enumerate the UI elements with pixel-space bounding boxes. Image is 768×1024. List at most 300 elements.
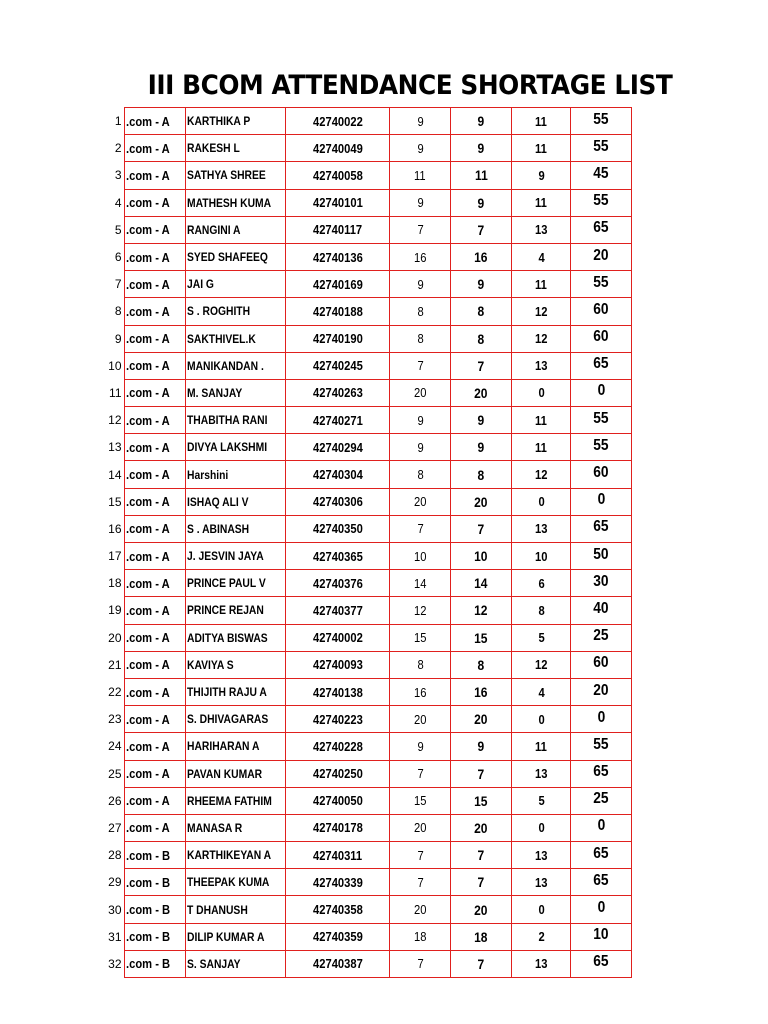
- serial-number-cell: 24: [108, 739, 122, 754]
- register-number-cell: [286, 896, 390, 923]
- table-row: [96, 570, 632, 597]
- section-cell: [124, 379, 185, 406]
- section-cell: [124, 624, 185, 651]
- count-1-cell: [390, 243, 451, 270]
- count-1-cell: [390, 570, 451, 597]
- count-1-cell: [390, 651, 451, 678]
- count-4-cell-text: 60: [593, 328, 609, 346]
- count-2-cell-text: 8: [477, 656, 485, 673]
- section-cell-text: .com - A: [125, 630, 170, 646]
- student-name-cell-text: S . ABINASH: [186, 521, 249, 536]
- count-3-cell-text: 11: [535, 738, 548, 754]
- count-4-cell-text: 50: [593, 545, 609, 563]
- section-cell: [124, 216, 185, 243]
- count-2-cell: [451, 678, 512, 705]
- count-3-cell: [512, 325, 571, 352]
- count-2-cell: [451, 162, 512, 189]
- section-cell: [124, 434, 185, 461]
- count-4-cell: [571, 461, 632, 488]
- count-4-cell: [571, 733, 632, 760]
- student-name-cell: [185, 651, 286, 678]
- count-3-cell-text: 5: [538, 630, 545, 646]
- serial-number-cell: 8: [114, 304, 122, 319]
- count-1-cell-text: 12: [413, 602, 427, 618]
- count-4-cell-text: 65: [593, 953, 609, 971]
- count-1-cell-text: 7: [417, 956, 424, 972]
- count-4-cell: [571, 706, 632, 733]
- count-4-cell-text: 55: [593, 273, 609, 291]
- count-1-cell-text: 15: [413, 630, 427, 646]
- register-number-cell: [286, 325, 390, 352]
- section-cell: [124, 787, 185, 814]
- count-1-cell-text: 8: [417, 303, 424, 319]
- count-4-cell: [571, 243, 632, 270]
- count-1-cell-text: 9: [417, 276, 424, 292]
- count-3-cell-text: 6: [538, 575, 545, 591]
- student-name-cell-text: KARTHIKEYAN A: [186, 848, 271, 863]
- section-cell: [124, 189, 185, 216]
- table-row: [96, 624, 632, 651]
- section-cell-text: .com - A: [125, 195, 170, 211]
- register-number-cell-text: 42740136: [312, 249, 363, 265]
- register-number-cell: [286, 352, 390, 379]
- count-1-cell-text: 7: [417, 358, 424, 374]
- serial-number-cell: 7: [114, 277, 122, 292]
- register-number-cell-text: 42740306: [312, 494, 363, 510]
- student-name-cell-text: S. SANJAY: [186, 956, 241, 971]
- section-cell: [124, 678, 185, 705]
- student-name-cell-text: SYED SHAFEEQ: [186, 250, 268, 265]
- count-1-cell: [390, 108, 451, 135]
- count-2-cell: [451, 461, 512, 488]
- student-name-cell-text: JAI G: [186, 277, 214, 292]
- table-row: [96, 434, 632, 461]
- section-cell: [124, 515, 185, 542]
- count-1-cell-text: 7: [417, 847, 424, 863]
- section-cell: [124, 543, 185, 570]
- count-1-cell: [390, 814, 451, 841]
- section-cell: [124, 651, 185, 678]
- student-name-cell: [185, 787, 286, 814]
- count-4-cell-text: 0: [597, 382, 606, 400]
- count-4-cell: [571, 407, 632, 434]
- count-1-cell: [390, 488, 451, 515]
- student-name-cell: [185, 488, 286, 515]
- count-3-cell: [512, 787, 571, 814]
- count-1-cell: [390, 706, 451, 733]
- count-3-cell: [512, 624, 571, 651]
- serial-number-cell: 18: [108, 576, 122, 591]
- count-2-cell-text: 12: [474, 602, 488, 619]
- register-number-cell: [286, 570, 390, 597]
- section-cell: [124, 135, 185, 162]
- student-name-cell: [185, 298, 286, 325]
- serial-number-cell: 5: [114, 222, 122, 237]
- register-number-cell: [286, 434, 390, 461]
- count-1-cell-text: 9: [417, 140, 424, 156]
- register-number-cell-text: 42740387: [312, 956, 363, 972]
- register-number-cell-text: 42740358: [312, 902, 363, 918]
- register-number-cell-text: 42740263: [312, 385, 363, 401]
- section-cell-text: .com - A: [125, 575, 170, 591]
- count-4-cell: [571, 162, 632, 189]
- count-3-cell: [512, 733, 571, 760]
- count-1-cell: [390, 407, 451, 434]
- register-number-cell: [286, 379, 390, 406]
- count-4-cell-text: 55: [593, 137, 609, 155]
- count-4-cell: [571, 814, 632, 841]
- register-number-cell-text: 42740304: [312, 467, 363, 483]
- count-4-cell: [571, 950, 632, 977]
- table-row: [96, 379, 632, 406]
- section-cell: [124, 706, 185, 733]
- student-name-cell-text: MANIKANDAN .: [186, 358, 264, 373]
- section-cell-text: .com - A: [125, 684, 170, 700]
- table-row: [96, 298, 632, 325]
- count-4-cell-text: 65: [593, 844, 609, 862]
- count-3-cell: [512, 869, 571, 896]
- count-2-cell-text: 7: [477, 765, 485, 782]
- register-number-cell: [286, 678, 390, 705]
- section-cell: [124, 814, 185, 841]
- register-number-cell-text: 42740311: [313, 847, 363, 863]
- register-number-cell-text: 42740049: [312, 140, 363, 156]
- section-cell-text: .com - A: [125, 602, 170, 618]
- section-cell-text: .com - A: [125, 467, 170, 483]
- section-cell-text: .com - A: [125, 303, 170, 319]
- count-3-cell: [512, 271, 571, 298]
- table-row: [96, 842, 632, 869]
- count-4-cell-text: 65: [593, 763, 609, 781]
- count-2-cell-text: 16: [474, 249, 488, 266]
- count-1-cell: [390, 434, 451, 461]
- register-number-cell: [286, 407, 390, 434]
- count-1-cell-text: 18: [413, 929, 427, 945]
- count-4-cell: [571, 869, 632, 896]
- count-4-cell: [571, 271, 632, 298]
- register-number-cell: [286, 923, 390, 950]
- register-number-cell: [286, 543, 390, 570]
- count-4-cell-text: 65: [593, 355, 609, 373]
- table-row: [96, 135, 632, 162]
- serial-number-cell: 29: [108, 875, 122, 890]
- student-name-cell: [185, 379, 286, 406]
- register-number-cell-text: 42740101: [312, 195, 363, 211]
- student-name-cell: [185, 760, 286, 787]
- count-1-cell: [390, 189, 451, 216]
- count-3-cell: [512, 108, 571, 135]
- student-name-cell-text: THABITHA RANI: [186, 413, 267, 428]
- count-1-cell-text: 7: [417, 521, 424, 537]
- count-2-cell-text: 9: [477, 439, 485, 456]
- count-1-cell-text: 7: [417, 766, 424, 782]
- register-number-cell: [286, 624, 390, 651]
- table-row: [96, 869, 632, 896]
- section-cell: [124, 570, 185, 597]
- student-name-cell: [185, 950, 286, 977]
- student-name-cell-text: S. DHIVAGARAS: [186, 712, 268, 727]
- section-cell: [124, 869, 185, 896]
- count-2-cell: [451, 842, 512, 869]
- count-1-cell: [390, 379, 451, 406]
- count-3-cell: [512, 570, 571, 597]
- count-2-cell-text: 9: [477, 738, 485, 755]
- count-2-cell: [451, 189, 512, 216]
- count-1-cell-text: 8: [417, 331, 424, 347]
- count-4-cell: [571, 135, 632, 162]
- count-2-cell-text: 15: [474, 792, 488, 809]
- count-1-cell: [390, 760, 451, 787]
- count-3-cell: [512, 298, 571, 325]
- student-name-cell: [185, 325, 286, 352]
- register-number-cell: [286, 842, 390, 869]
- serial-number-cell: 27: [108, 820, 122, 835]
- student-name-cell-text: MATHESH KUMA: [186, 195, 271, 210]
- count-1-cell-text: 7: [417, 222, 424, 238]
- table-row: [96, 325, 632, 352]
- count-4-cell-text: 65: [593, 219, 609, 237]
- student-name-cell: [185, 624, 286, 651]
- count-3-cell-text: 11: [535, 113, 548, 129]
- register-number-cell-text: 42740178: [312, 820, 363, 836]
- register-number-cell-text: 42740250: [312, 766, 363, 782]
- count-2-cell-text: 20: [474, 819, 488, 836]
- student-name-cell-text: DILIP KUMAR A: [186, 929, 264, 944]
- section-cell-text: .com - A: [125, 140, 170, 156]
- count-1-cell: [390, 515, 451, 542]
- count-1-cell-text: 7: [417, 874, 424, 890]
- section-cell: [124, 760, 185, 787]
- count-1-cell-text: 9: [417, 113, 424, 129]
- count-4-cell-text: 40: [593, 599, 609, 617]
- student-name-cell-text: M. SANJAY: [186, 385, 242, 400]
- count-2-cell: [451, 597, 512, 624]
- count-3-cell-text: 13: [534, 847, 548, 863]
- count-3-cell: [512, 407, 571, 434]
- count-3-cell-text: 4: [538, 249, 545, 265]
- count-2-cell: [451, 733, 512, 760]
- count-2-cell-text: 15: [474, 629, 488, 646]
- count-3-cell: [512, 706, 571, 733]
- count-4-cell: [571, 216, 632, 243]
- serial-number-cell: 1: [114, 114, 122, 129]
- count-4-cell: [571, 842, 632, 869]
- count-4-cell: [571, 923, 632, 950]
- student-name-cell: [185, 814, 286, 841]
- serial-number-cell: 28: [108, 848, 122, 863]
- count-1-cell-text: 8: [417, 657, 424, 673]
- count-2-cell-text: 9: [477, 113, 485, 130]
- count-4-cell-text: 60: [593, 300, 609, 318]
- count-3-cell-text: 4: [538, 684, 545, 700]
- register-number-cell-text: 42740117: [313, 222, 363, 238]
- table-row: [96, 651, 632, 678]
- count-4-cell: [571, 434, 632, 461]
- count-1-cell-text: 20: [413, 385, 427, 401]
- section-cell-text: .com - A: [125, 793, 170, 809]
- section-cell: [124, 407, 185, 434]
- count-2-cell: [451, 651, 512, 678]
- count-4-cell-text: 20: [593, 246, 609, 264]
- count-4-cell: [571, 760, 632, 787]
- count-4-cell: [571, 543, 632, 570]
- serial-number-cell: 14: [108, 467, 122, 482]
- register-number-cell: [286, 135, 390, 162]
- count-3-cell: [512, 814, 571, 841]
- register-number-cell-text: 42740138: [312, 684, 363, 700]
- register-number-cell-text: 42740058: [312, 167, 363, 183]
- section-cell: [124, 298, 185, 325]
- table-row: [96, 597, 632, 624]
- register-number-cell-text: 42740050: [312, 793, 363, 809]
- count-2-cell-text: 20: [474, 384, 488, 401]
- table-row: [96, 678, 632, 705]
- student-name-cell-text: SATHYA SHREE: [186, 168, 266, 183]
- count-4-cell: [571, 352, 632, 379]
- count-3-cell-text: 13: [534, 874, 548, 890]
- student-name-cell-text: RHEEMA FATHIM: [186, 793, 272, 808]
- count-1-cell: [390, 298, 451, 325]
- count-1-cell: [390, 733, 451, 760]
- count-1-cell: [390, 624, 451, 651]
- count-1-cell-text: 9: [417, 738, 424, 754]
- count-4-cell: [571, 515, 632, 542]
- student-name-cell-text: PRINCE PAUL V: [186, 576, 266, 591]
- section-cell: [124, 325, 185, 352]
- serial-number-cell: 16: [108, 521, 122, 536]
- register-number-cell-text: 42740376: [312, 575, 363, 591]
- section-cell-text: .com - A: [125, 276, 170, 292]
- register-number-cell-text: 42740093: [312, 657, 363, 673]
- table-row: [96, 814, 632, 841]
- serial-number-cell: 26: [108, 793, 122, 808]
- count-3-cell-text: 12: [534, 657, 548, 673]
- student-name-cell-text: RAKESH L: [186, 141, 240, 156]
- student-name-cell: [185, 678, 286, 705]
- serial-number-cell: 10: [108, 358, 122, 373]
- section-cell-text: .com - A: [125, 358, 170, 374]
- count-4-cell-text: 10: [593, 926, 609, 944]
- count-2-cell-text: 16: [474, 684, 488, 701]
- count-1-cell-text: 20: [413, 820, 427, 836]
- count-2-cell-text: 7: [477, 847, 485, 864]
- register-number-cell-text: 42740188: [312, 303, 363, 319]
- count-1-cell: [390, 352, 451, 379]
- count-2-cell: [451, 488, 512, 515]
- count-4-cell-text: 55: [593, 110, 609, 128]
- count-2-cell-text: 7: [477, 221, 485, 238]
- count-4-cell: [571, 787, 632, 814]
- register-number-cell-text: 42740350: [312, 521, 363, 537]
- count-2-cell-text: 8: [477, 466, 485, 483]
- count-3-cell-text: 8: [538, 602, 545, 618]
- count-4-cell-text: 55: [593, 409, 609, 427]
- count-3-cell: [512, 842, 571, 869]
- count-4-cell: [571, 570, 632, 597]
- student-name-cell-text: MANASA R: [186, 820, 242, 835]
- student-name-cell-text: KAVIYA S: [186, 657, 234, 672]
- section-cell-text: .com - B: [125, 929, 170, 945]
- count-2-cell: [451, 243, 512, 270]
- count-1-cell: [390, 325, 451, 352]
- count-4-cell-text: 45: [593, 164, 609, 182]
- table-row: [96, 461, 632, 488]
- student-name-cell: [185, 896, 286, 923]
- count-2-cell: [451, 271, 512, 298]
- count-1-cell: [390, 597, 451, 624]
- serial-number-cell: 17: [108, 549, 122, 564]
- count-4-cell-text: 0: [597, 817, 606, 835]
- student-name-cell-text: T DHANUSH: [186, 902, 248, 917]
- count-1-cell: [390, 787, 451, 814]
- serial-number-cell: 22: [108, 685, 122, 700]
- serial-number-cell: 25: [108, 766, 122, 781]
- student-name-cell-text: ISHAQ ALI V: [186, 494, 249, 509]
- serial-number-cell: 32: [108, 956, 122, 971]
- count-2-cell: [451, 869, 512, 896]
- register-number-cell: [286, 216, 390, 243]
- student-name-cell: [185, 597, 286, 624]
- count-2-cell: [451, 216, 512, 243]
- count-2-cell: [451, 760, 512, 787]
- section-cell-text: .com - A: [125, 222, 170, 238]
- count-1-cell-text: 16: [413, 249, 427, 265]
- register-number-cell-text: 42740294: [312, 439, 363, 455]
- count-2-cell: [451, 570, 512, 597]
- count-2-cell: [451, 135, 512, 162]
- section-cell-text: .com - A: [125, 113, 170, 129]
- register-number-cell: [286, 515, 390, 542]
- count-4-cell: [571, 108, 632, 135]
- section-cell: [124, 597, 185, 624]
- section-cell-text: .com - A: [125, 548, 170, 564]
- count-2-cell: [451, 950, 512, 977]
- table-row: [96, 243, 632, 270]
- count-3-cell: [512, 651, 571, 678]
- section-cell-text: .com - B: [125, 956, 170, 972]
- count-3-cell: [512, 896, 571, 923]
- count-2-cell: [451, 325, 512, 352]
- student-name-cell-text: PRINCE REJAN: [186, 603, 264, 618]
- register-number-cell: [286, 108, 390, 135]
- count-2-cell-text: 20: [474, 493, 488, 510]
- count-4-cell-text: 65: [593, 871, 609, 889]
- count-2-cell-text: 7: [477, 955, 485, 972]
- count-2-cell-text: 9: [477, 194, 485, 211]
- count-1-cell: [390, 678, 451, 705]
- section-cell-text: .com - A: [125, 820, 170, 836]
- count-3-cell-text: 13: [534, 222, 548, 238]
- register-number-cell-text: 42740245: [312, 358, 363, 374]
- section-cell-text: .com - B: [125, 847, 170, 863]
- count-2-cell-text: 20: [474, 901, 488, 918]
- register-number-cell-text: 42740223: [312, 711, 363, 727]
- count-3-cell-text: 13: [534, 358, 548, 374]
- page-title: III BCOM ATTENDANCE SHORTAGE LIST: [147, 70, 673, 101]
- student-name-cell: [185, 162, 286, 189]
- count-3-cell: [512, 189, 571, 216]
- count-2-cell: [451, 814, 512, 841]
- count-2-cell: [451, 298, 512, 325]
- student-name-cell: [185, 352, 286, 379]
- count-1-cell-text: 15: [413, 793, 427, 809]
- count-2-cell: [451, 108, 512, 135]
- count-3-cell-text: 0: [538, 385, 545, 401]
- count-3-cell-text: 11: [535, 195, 548, 211]
- student-name-cell-text: PAVAN KUMAR: [186, 766, 262, 781]
- table-row: [96, 733, 632, 760]
- section-cell-text: .com - B: [125, 874, 170, 890]
